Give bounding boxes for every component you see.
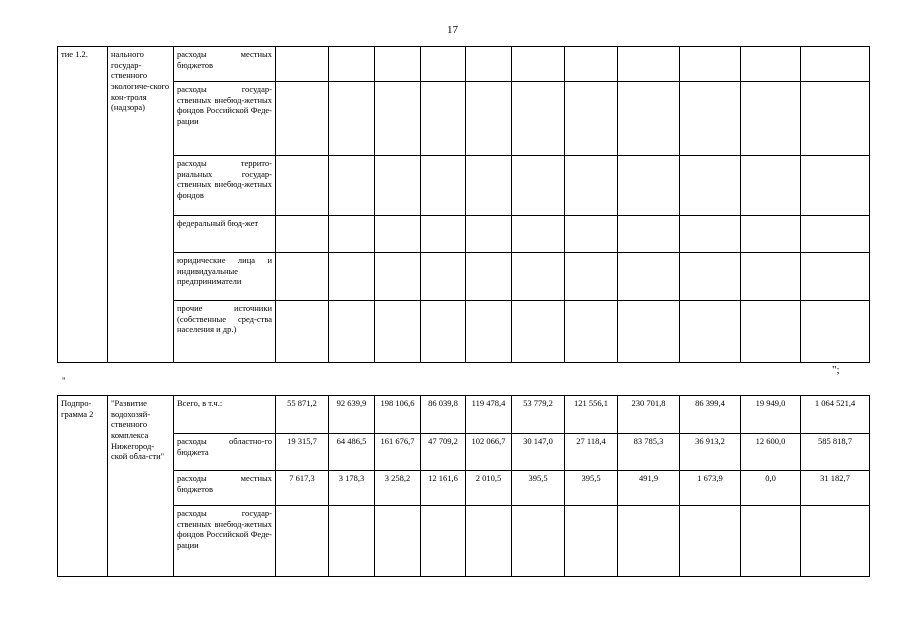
value-cell: 19 949,0 — [741, 396, 801, 434]
funding-source-label: расходы местных бюджетов — [174, 471, 276, 506]
table-row — [58, 396, 870, 434]
funding-source-label: расходы областно-го бюджета — [174, 434, 276, 471]
table-row — [58, 253, 870, 301]
funding-table-continued — [57, 46, 870, 363]
value-cell: 27 118,4 — [565, 434, 618, 471]
value-cell: 64 486,5 — [329, 434, 375, 471]
value-cell: 12 600,0 — [741, 434, 801, 471]
table-row — [58, 47, 870, 82]
funding-source-label: расходы местных бюджетов — [174, 47, 276, 82]
funding-source-label: расходы государ-ственных внебюд-жетных фондов Российской Феде-рации — [174, 506, 276, 577]
funding-source-label: расходы государ-ственных внебюд-жетных фондов Российской Феде-рации — [174, 82, 276, 156]
table-row — [58, 216, 870, 253]
value-cell — [618, 506, 680, 577]
table-row — [58, 471, 870, 506]
subprogram-cell: тие 1.2. — [58, 47, 108, 363]
value-cell: 585 818,7 — [801, 434, 870, 471]
value-cell: 86 039,8 — [421, 396, 466, 434]
funding-source-label: расходы террито-риальных государ-ственных внебюд-жетных фондов — [174, 156, 276, 216]
value-cell: 55 871,2 — [276, 396, 329, 434]
value-cell: 92 639,9 — [329, 396, 375, 434]
value-cell — [375, 506, 421, 577]
value-cell: 47 709,2 — [421, 434, 466, 471]
subprogram-cell: Подпро-грамма 2 — [58, 396, 108, 577]
value-cell: 86 399,4 — [680, 396, 741, 434]
value-cell — [565, 506, 618, 577]
value-cell — [466, 506, 512, 577]
funding-table-subprogram-2 — [57, 395, 870, 577]
value-cell: 1 064 521,4 — [801, 396, 870, 434]
value-cell — [421, 506, 466, 577]
closing-quote-mark: "; — [832, 364, 840, 376]
funding-source-label: федеральный бюд-жет — [174, 216, 276, 253]
funding-source-label: юридические лица и индивидуальные предприниматели — [174, 253, 276, 301]
table-row — [58, 506, 870, 577]
subprogram-title-cell: "Развитие водохозяй-ственного комплекса Нижегород-ской обла-сти" — [108, 396, 174, 577]
value-cell — [741, 506, 801, 577]
value-cell: 83 785,3 — [618, 434, 680, 471]
value-cell: 36 913,2 — [680, 434, 741, 471]
measure-name-cell: нального государ-ственного экологиче-ского кон-троля (надзора) — [108, 47, 174, 363]
value-cell: 3 178,3 — [329, 471, 375, 506]
opening-quote-mark: " — [62, 376, 66, 386]
value-cell: 2 010,5 — [466, 471, 512, 506]
value-cell: 198 106,6 — [375, 396, 421, 434]
value-cell: 230 701,8 — [618, 396, 680, 434]
value-cell: 7 617,3 — [276, 471, 329, 506]
value-cell: 31 182,7 — [801, 471, 870, 506]
table-row — [58, 434, 870, 471]
funding-source-label: Всего, в т.ч.: — [174, 396, 276, 434]
page-number: 17 — [447, 24, 458, 36]
value-cell: 0,0 — [741, 471, 801, 506]
value-cell: 30 147,0 — [512, 434, 565, 471]
value-cell: 121 556,1 — [565, 396, 618, 434]
funding-source-label: прочие источники (собственные сред-ства населения и др.) — [174, 301, 276, 363]
value-cell — [680, 506, 741, 577]
value-cell: 12 161,6 — [421, 471, 466, 506]
value-cell: 3 258,2 — [375, 471, 421, 506]
value-cell: 161 676,7 — [375, 434, 421, 471]
value-cell: 395,5 — [512, 471, 565, 506]
value-cell: 1 673,9 — [680, 471, 741, 506]
value-cell: 19 315,7 — [276, 434, 329, 471]
value-cell — [276, 506, 329, 577]
table-row — [58, 156, 870, 216]
value-cell: 491,9 — [618, 471, 680, 506]
value-cell: 395,5 — [565, 471, 618, 506]
table-row — [58, 82, 870, 156]
value-cell — [329, 506, 375, 577]
table-row — [58, 301, 870, 363]
value-cell — [801, 506, 870, 577]
value-cell: 53 779,2 — [512, 396, 565, 434]
value-cell: 102 066,7 — [466, 434, 512, 471]
value-cell — [512, 506, 565, 577]
value-cell: 119 478,4 — [466, 396, 512, 434]
